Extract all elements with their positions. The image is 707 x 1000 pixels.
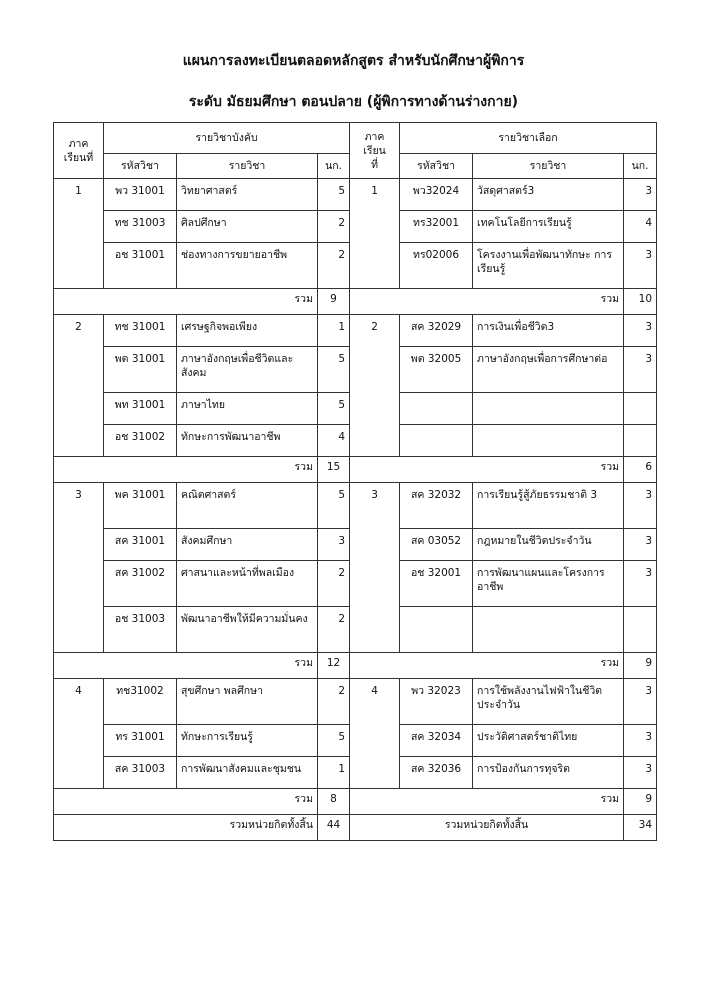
elective-subject: การเงินเพื่อชีวิต3 [473, 315, 624, 347]
required-credits: 2 [318, 679, 350, 725]
elective-sum: 10 [624, 289, 657, 315]
curriculum-body [54, 179, 657, 841]
elective-code [400, 393, 473, 425]
elective-credits: 3 [624, 757, 657, 789]
term-cell: 1 [54, 179, 104, 289]
elective-code [400, 607, 473, 653]
required-sum: 12 [318, 653, 350, 679]
elective-subject: การป้องกันการทุจริต [473, 757, 624, 789]
required-code: ทช 31003 [104, 211, 177, 243]
elective-code: สค 32032 [400, 483, 473, 529]
elective-credits: 3 [624, 179, 657, 211]
elective-code: สค 32036 [400, 757, 473, 789]
elective-credits [624, 425, 657, 457]
required-credits: 2 [318, 211, 350, 243]
elective-code: ทร32001 [400, 211, 473, 243]
required-credits: 1 [318, 315, 350, 347]
term2-cell: 1 [350, 179, 400, 289]
code-header: รหัสวิชา [104, 154, 177, 179]
elective-credits: 3 [624, 243, 657, 289]
required-code: พค 31001 [104, 483, 177, 529]
required-header: รายวิชาบังคับ [104, 123, 350, 154]
sum-label: รวม [54, 457, 318, 483]
elective-code [400, 425, 473, 457]
required-credits: 2 [318, 561, 350, 607]
elective-subject: การพัฒนาแผนและโครงการอาชีพ [473, 561, 624, 607]
required-code: พว 31001 [104, 179, 177, 211]
term-cell: 4 [54, 679, 104, 789]
required-subject: เศรษฐกิจพอเพียง [177, 315, 318, 347]
required-subject: ทักษะการเรียนรู้ [177, 725, 318, 757]
sum-label: รวม [350, 653, 624, 679]
required-subject: สุขศึกษา พลศึกษา [177, 679, 318, 725]
elective-subject [473, 607, 624, 653]
elective-subject [473, 393, 624, 425]
term-cell: 2 [54, 315, 104, 457]
table-row [54, 179, 657, 211]
elective-credits: 3 [624, 347, 657, 393]
total-row [54, 815, 657, 841]
subject-header: รายวิชา [473, 154, 624, 179]
required-credits: 4 [318, 425, 350, 457]
elective-subject: กฎหมายในชีวิตประจำวัน [473, 529, 624, 561]
required-credits: 5 [318, 347, 350, 393]
required-code: สค 31001 [104, 529, 177, 561]
term2-header: ภาคเรียน ที่ [350, 123, 400, 179]
required-subject: พัฒนาอาชีพให้มีความมั่นคง [177, 607, 318, 653]
required-subject: ภาษาไทย [177, 393, 318, 425]
elective-code: สค 32034 [400, 725, 473, 757]
elective-code: พว 32023 [400, 679, 473, 725]
elective-code: พว32024 [400, 179, 473, 211]
sum-row [54, 289, 657, 315]
term2-cell: 3 [350, 483, 400, 653]
elective-subject: ประวัติศาสตร์ชาติไทย [473, 725, 624, 757]
elective-subject [473, 425, 624, 457]
sum-row [54, 653, 657, 679]
required-subject: ภาษาอังกฤษเพื่อชีวิตและสังคม [177, 347, 318, 393]
elective-code: พต 32005 [400, 347, 473, 393]
elective-credits [624, 393, 657, 425]
total-label: รวมหน่วยกิตทั้งสิ้น [54, 815, 318, 841]
required-code: อช 31003 [104, 607, 177, 653]
total-label: รวมหน่วยกิตทั้งสิ้น [350, 815, 624, 841]
elective-subject: การใช้พลังงานไฟฟ้าในชีวิตประจำวัน [473, 679, 624, 725]
required-sum: 15 [318, 457, 350, 483]
subject-header: รายวิชา [177, 154, 318, 179]
elective-subject: วัสดุศาสตร์3 [473, 179, 624, 211]
elective-sum: 9 [624, 789, 657, 815]
required-code: พต 31001 [104, 347, 177, 393]
required-subject: ช่องทางการขยายอาชีพ [177, 243, 318, 289]
required-subject: การพัฒนาสังคมและชุมชน [177, 757, 318, 789]
sum-label: รวม [350, 289, 624, 315]
required-subject: ทักษะการพัฒนาอาชีพ [177, 425, 318, 457]
elective-subject: การเรียนรู้สู้ภัยธรรมชาติ 3 [473, 483, 624, 529]
elective-sum: 9 [624, 653, 657, 679]
required-code: อช 31001 [104, 243, 177, 289]
required-subject: ศิลปศึกษา [177, 211, 318, 243]
credits-header: นก. [624, 154, 657, 179]
sum-label: รวม [54, 653, 318, 679]
required-code: ทช31002 [104, 679, 177, 725]
required-credits: 2 [318, 243, 350, 289]
elective-header: รายวิชาเลือก [400, 123, 657, 154]
elective-subject: เทคโนโลยีการเรียนรู้ [473, 211, 624, 243]
required-code: สค 31003 [104, 757, 177, 789]
required-credits: 1 [318, 757, 350, 789]
required-code: พท 31001 [104, 393, 177, 425]
term-cell: 3 [54, 483, 104, 653]
required-credits: 2 [318, 607, 350, 653]
document-title: แผนการลงทะเบียนตลอดหลักสูตร สำหรับนักศึกษาผู้พิการ [182, 53, 525, 69]
elective-subject: ภาษาอังกฤษเพื่อการศึกษาต่อ [473, 347, 624, 393]
required-code: ทช 31001 [104, 315, 177, 347]
required-code: ทร 31001 [104, 725, 177, 757]
required-code: สค 31002 [104, 561, 177, 607]
required-subject: ศาสนาและหน้าที่พลเมือง [177, 561, 318, 607]
elective-credits: 3 [624, 725, 657, 757]
sum-row [54, 457, 657, 483]
code-header: รหัสวิชา [400, 154, 473, 179]
total-elective: 34 [624, 815, 657, 841]
credits-header: นก. [318, 154, 350, 179]
required-credits: 5 [318, 483, 350, 529]
sum-label: รวม [54, 289, 318, 315]
table-row [54, 315, 657, 347]
elective-credits: 3 [624, 315, 657, 347]
elective-credits: 3 [624, 529, 657, 561]
sum-label: รวม [350, 789, 624, 815]
required-sum: 8 [318, 789, 350, 815]
term-header: ภาค เรียนที่ [54, 123, 104, 179]
elective-credits: 3 [624, 483, 657, 529]
elective-code: สค 32029 [400, 315, 473, 347]
required-subject: คณิตศาสตร์ [177, 483, 318, 529]
elective-subject: โครงงานเพื่อพัฒนาทักษะ การเรียนรู้ [473, 243, 624, 289]
elective-code: อช 32001 [400, 561, 473, 607]
total-required: 44 [318, 815, 350, 841]
term2-cell: 2 [350, 315, 400, 457]
sum-label: รวม [54, 789, 318, 815]
elective-code: สค 03052 [400, 529, 473, 561]
required-subject: สังคมศึกษา [177, 529, 318, 561]
required-credits: 5 [318, 179, 350, 211]
term2-cell: 4 [350, 679, 400, 789]
sum-row [54, 789, 657, 815]
elective-credits [624, 607, 657, 653]
required-credits: 3 [318, 529, 350, 561]
sum-label: รวม [350, 457, 624, 483]
elective-code: ทร02006 [400, 243, 473, 289]
required-sum: 9 [318, 289, 350, 315]
required-credits: 5 [318, 393, 350, 425]
document-subtitle: ระดับ มัธยมศึกษา ตอนปลาย (ผู้พิการทางด้านร่างกาย) [188, 94, 519, 110]
elective-credits: 4 [624, 211, 657, 243]
table-row [54, 483, 657, 529]
elective-credits: 3 [624, 561, 657, 607]
required-code: อช 31002 [104, 425, 177, 457]
elective-credits: 3 [624, 679, 657, 725]
elective-sum: 6 [624, 457, 657, 483]
curriculum-table [53, 122, 657, 841]
required-credits: 5 [318, 725, 350, 757]
required-subject: วิทยาศาสตร์ [177, 179, 318, 211]
table-row [54, 679, 657, 725]
